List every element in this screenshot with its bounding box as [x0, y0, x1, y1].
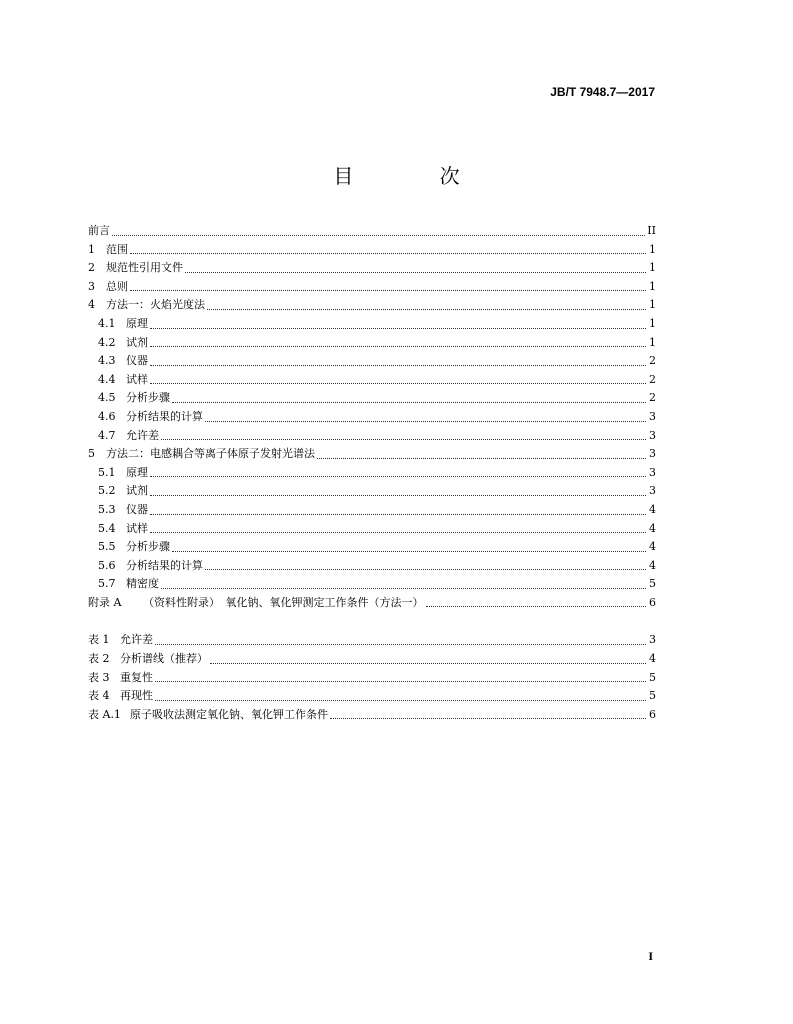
toc-entry-page: 5 — [649, 689, 656, 703]
toc-entry-number: 5.5 — [98, 540, 116, 554]
toc-entry[interactable] — [88, 389, 656, 408]
toc-entry[interactable] — [88, 650, 656, 669]
dot-leader — [150, 475, 646, 477]
toc-entry[interactable] — [88, 445, 656, 464]
toc-entry[interactable] — [88, 538, 656, 557]
toc-entry-number: 表 3 — [88, 670, 110, 684]
toc-entry-number: 3 — [88, 279, 95, 293]
toc-entry[interactable] — [88, 315, 656, 334]
toc-entry-title: 试样 — [126, 372, 148, 386]
toc-entry-title: 分析步骤 — [126, 391, 170, 405]
toc-entry-title: 分析谱线（推荐） — [120, 652, 208, 666]
toc-entry-page: 2 — [649, 354, 656, 368]
page-number: I — [648, 949, 653, 963]
toc-entry-page: 3 — [649, 409, 656, 423]
toc-entry-title: 范围 — [106, 242, 128, 256]
dot-leader — [185, 271, 646, 273]
toc-entry[interactable] — [88, 408, 656, 427]
toc-entry[interactable] — [88, 501, 656, 520]
toc-entry-page: 3 — [649, 447, 656, 461]
toc-entry[interactable] — [88, 631, 656, 650]
toc-entry-number: 表 A.1 — [88, 707, 121, 721]
toc-entry-number: 4.7 — [98, 428, 116, 442]
dot-leader — [330, 717, 646, 719]
toc-entry-title: 前言 — [88, 224, 110, 237]
toc-entry[interactable] — [88, 594, 656, 613]
dot-leader — [161, 438, 646, 440]
toc-entry-title: 再现性 — [120, 689, 153, 703]
standard-code: JB/T 7948.7—2017 — [550, 85, 655, 99]
toc-entry-title: 方法二：电感耦合等离子体原子发射光谱法 — [106, 447, 315, 461]
dot-leader — [150, 513, 646, 515]
toc-entry-page: 2 — [649, 372, 656, 386]
dot-leader — [150, 382, 646, 384]
toc-gap — [88, 612, 656, 631]
dot-leader — [112, 234, 645, 236]
toc-entry-title: 试剂 — [126, 335, 148, 349]
toc-entry-number: 附录 A — [88, 595, 122, 609]
toc-entry[interactable] — [88, 371, 656, 390]
toc-entry[interactable] — [88, 334, 656, 353]
toc-entry-number: 5.2 — [98, 484, 116, 498]
dot-leader — [150, 494, 646, 496]
toc-entry-page: 4 — [649, 652, 656, 666]
toc-entry-number: 4 — [88, 298, 95, 312]
toc-entry[interactable] — [88, 352, 656, 371]
dot-leader — [207, 308, 646, 310]
toc-entry-page: 1 — [649, 279, 656, 293]
toc-entry-number: 5.1 — [98, 465, 116, 479]
dot-leader — [130, 252, 646, 254]
toc-entry[interactable] — [88, 464, 656, 483]
toc-entry-number: 5.4 — [98, 521, 116, 535]
dot-leader — [172, 401, 646, 403]
dot-leader — [155, 643, 646, 645]
toc-entry[interactable] — [88, 520, 656, 539]
toc-entry-title: 总则 — [106, 279, 128, 293]
dot-leader — [205, 420, 646, 422]
toc-entry-title: 规范性引用文件 — [106, 261, 183, 275]
toc-entry-number: 5 — [88, 447, 95, 461]
dot-leader — [150, 345, 646, 347]
toc-entry-title: 试剂 — [126, 484, 148, 498]
dot-leader — [155, 680, 646, 682]
toc-entry-number: 4.5 — [98, 391, 116, 405]
toc-entry-title: 分析结果的计算 — [126, 409, 203, 423]
toc-entry-page: 4 — [649, 558, 656, 572]
toc-entry-page: 2 — [649, 391, 656, 405]
dot-leader — [205, 568, 646, 570]
toc-entry-page: II — [647, 224, 656, 237]
toc-table-entries — [88, 631, 656, 724]
toc-entry-page: 4 — [649, 502, 656, 516]
dot-leader — [150, 531, 646, 533]
toc-entry[interactable] — [88, 222, 656, 241]
toc-entry-page: 6 — [649, 595, 656, 609]
toc-entry-number: 2 — [88, 261, 95, 275]
toc-entry[interactable] — [88, 296, 656, 315]
toc-entry-title: 原理 — [126, 316, 148, 330]
toc-entry-page: 3 — [649, 633, 656, 647]
toc-entry-page: 1 — [649, 298, 656, 312]
dot-leader — [426, 605, 647, 607]
toc-entry-number: 4.3 — [98, 354, 116, 368]
toc-entry[interactable] — [88, 557, 656, 576]
toc-entry-page: 4 — [649, 521, 656, 535]
toc-entry[interactable] — [88, 241, 656, 260]
dot-leader — [150, 364, 646, 366]
toc-entry[interactable] — [88, 278, 656, 297]
toc-entry-number: 4.1 — [98, 316, 116, 330]
toc-entry-title: 试样 — [126, 521, 148, 535]
dot-leader — [150, 327, 646, 329]
toc-entry-number: 5.7 — [98, 577, 116, 591]
toc-entry-page: 5 — [649, 577, 656, 591]
toc-entry-title: 重复性 — [120, 670, 153, 684]
toc-entry-number: 1 — [88, 242, 95, 256]
toc-entry-number: 4.4 — [98, 372, 116, 386]
toc-entry-number: 表 2 — [88, 652, 110, 666]
toc-entry-page: 3 — [649, 428, 656, 442]
toc-entry-page: 4 — [649, 540, 656, 554]
dot-leader — [172, 550, 646, 552]
dot-leader — [317, 457, 646, 459]
toc-entry[interactable] — [88, 259, 656, 278]
toc-entry-title: 原子吸收法测定氧化钠、氧化钾工作条件 — [130, 707, 328, 721]
toc-entry-number: 5.6 — [98, 558, 116, 572]
toc-entry[interactable] — [88, 482, 656, 501]
dot-leader — [130, 289, 646, 291]
toc-entry-title: 原理 — [126, 465, 148, 479]
toc-entry-title: 方法一：火焰光度法 — [106, 298, 205, 312]
toc-entry-page: 1 — [649, 261, 656, 275]
toc-entry-title: 仪器 — [126, 354, 148, 368]
toc-entry-page: 3 — [649, 484, 656, 498]
page-title: 目 次 — [333, 164, 500, 188]
toc-entry-page: 6 — [649, 707, 656, 721]
toc-entry-page: 1 — [649, 242, 656, 256]
toc-entry-title: 分析步骤 — [126, 540, 170, 554]
toc-entry-page: 3 — [649, 465, 656, 479]
dot-leader — [210, 662, 646, 664]
toc-entry[interactable] — [88, 687, 656, 706]
toc-entry-title: （资料性附录） 氧化钠、氧化钾测定工作条件（方法一） — [143, 595, 424, 609]
toc-entry-title: 允许差 — [120, 633, 153, 647]
toc-entry-page: 1 — [649, 335, 656, 349]
toc-entry-number: 4.6 — [98, 409, 116, 423]
toc-entry-title: 仪器 — [126, 502, 148, 516]
toc-entry-title: 允许差 — [126, 428, 159, 442]
toc-entry[interactable] — [88, 669, 656, 688]
toc-entry-title: 分析结果的计算 — [126, 558, 203, 572]
toc-entry-title: 精密度 — [126, 577, 159, 591]
toc-entry-number: 表 4 — [88, 689, 110, 703]
toc-entry[interactable] — [88, 706, 656, 725]
dot-leader — [161, 587, 646, 589]
table-of-contents — [88, 222, 656, 724]
toc-entry-page: 5 — [649, 670, 656, 684]
toc-entry-number: 4.2 — [98, 335, 116, 349]
toc-entry-number: 5.3 — [98, 502, 116, 516]
toc-entry-page: 1 — [649, 316, 656, 330]
toc-entry[interactable] — [88, 427, 656, 446]
toc-entry[interactable] — [88, 575, 656, 594]
dot-leader — [155, 699, 646, 701]
toc-entry-number: 表 1 — [88, 633, 110, 647]
toc-main-entries — [88, 222, 656, 612]
